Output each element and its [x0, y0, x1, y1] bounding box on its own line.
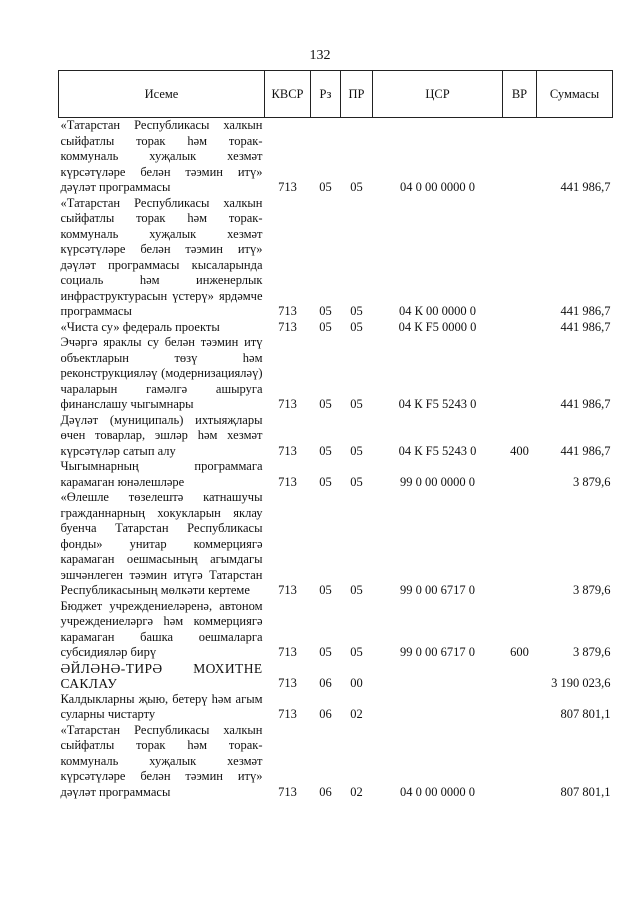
row-sum: 3 879,6 [573, 474, 611, 489]
row-rz: 05 [319, 474, 332, 489]
row-name: «Татарстан Республикасы халкын сыйфатлы торак һәм торак-коммуналь хуҗалык хезмәт күрсәтүләре белән тәэмин итү» дәүләт программасы [60, 722, 263, 799]
row-csr: 99 0 00 6717 0 [400, 645, 475, 659]
row-name: Дәүләт (муниципаль) ихтыяҗлары өчен товарлар, эшләр һәм хезмәт күрсәтүләр сатып алу [60, 412, 263, 458]
row-pr: 05 [350, 645, 363, 659]
row-kvsr: 713 [278, 443, 297, 458]
table-row [59, 196, 613, 320]
row-name: ӘЙЛӘНӘ-ТИРӘ МОХИТНЕ САКЛАУ [60, 660, 263, 691]
row-kvsr: 713 [278, 474, 297, 489]
row-pr: 02 [350, 784, 363, 799]
row-csr: 04 К F5 5243 0 [398, 443, 477, 458]
row-rz: 05 [319, 397, 332, 411]
table-body [59, 118, 613, 801]
row-sum: 3 190 023,6 [551, 676, 611, 690]
row-sum: 441 986,7 [560, 180, 611, 194]
column-header-vr: ВР [503, 71, 537, 118]
row-vr: 600 [510, 645, 529, 659]
row-kvsr: 713 [278, 583, 297, 597]
row-name: «Чиста су» федераль проекты [60, 319, 220, 334]
row-kvsr: 713 [278, 180, 297, 194]
row-vr [503, 320, 537, 336]
row-rz: 05 [319, 645, 332, 659]
row-rz: 05 [319, 180, 332, 194]
row-pr: 05 [350, 304, 363, 318]
section-heading-row [59, 661, 613, 692]
row-pr: 05 [350, 397, 363, 411]
column-header-kvsr: КВСР [265, 71, 311, 118]
row-csr: 99 0 00 6717 0 [400, 583, 475, 597]
row-name: Чыгымнарның программага карамаган юнәлешләре [60, 459, 263, 489]
row-vr [503, 490, 537, 599]
page-number: 132 [309, 48, 331, 63]
row-pr: 05 [350, 319, 363, 334]
row-rz: 06 [319, 676, 332, 690]
row-csr [373, 661, 503, 692]
row-rz: 05 [319, 319, 332, 334]
table-header [59, 71, 613, 118]
row-kvsr: 713 [278, 676, 297, 690]
row-rz: 06 [319, 707, 332, 721]
row-vr [503, 661, 537, 692]
row-name: «Татарстан Республикасы халкын сыйфатлы торак һәм торак-коммуналь хуҗалык хезмәт күрсәтүләре белән тәэмин итү» дәүләт программасы [60, 118, 263, 194]
table-row [59, 490, 613, 599]
row-rz: 05 [319, 443, 332, 458]
row-csr: 04 К 00 0000 0 [398, 304, 477, 318]
row-vr [503, 459, 537, 490]
row-csr: 04 0 00 0000 0 [400, 180, 475, 194]
table-row [59, 320, 613, 336]
table-row [59, 459, 613, 490]
column-header-rz: Рз [311, 71, 341, 118]
row-name: «Татарстан Республикасы халкын сыйфатлы торак һәм торак-коммуналь хуҗалык хезмәт күрсәтүләре белән тәэмин итү» дәүләт программасы кысаларында социаль һәм инженерлык инфраструктурасын үстерү» ярдәмче программасы [60, 195, 263, 318]
row-sum: 441 986,7 [560, 319, 611, 334]
row-sum: 441 986,7 [560, 397, 611, 411]
row-vr [503, 335, 537, 413]
row-sum: 3 879,6 [573, 583, 611, 597]
row-pr: 05 [350, 474, 363, 489]
row-vr [503, 723, 537, 801]
row-sum: 441 986,7 [560, 443, 611, 458]
row-rz: 05 [319, 583, 332, 597]
row-sum: 807 801,1 [560, 707, 611, 721]
row-vr: 400 [510, 443, 529, 458]
row-pr: 00 [350, 676, 363, 690]
row-rz: 05 [319, 304, 332, 318]
table-row [59, 335, 613, 413]
row-kvsr: 713 [278, 319, 297, 334]
row-name: Эчәргә яраклы су белән тәэмин итү объектларын төзү һәм реконструкцияләү (модернизацияләү) чараларын гамәлгә ашыруга финанслашу чыгымнары [60, 335, 263, 411]
column-header-name: Исеме [59, 71, 265, 118]
row-kvsr: 713 [278, 784, 297, 799]
row-csr: 04 К F5 0000 0 [398, 319, 477, 334]
row-csr: 04 К F5 5243 0 [398, 397, 477, 411]
row-name: Бюджет учреждениеләренә, автоном учреждениеләргә һәм коммерциягә карамаган башка оешмаларга субсидияләр бирү [60, 598, 263, 659]
row-kvsr: 713 [278, 397, 297, 411]
row-kvsr: 713 [278, 645, 297, 659]
row-sum: 441 986,7 [560, 304, 611, 318]
row-kvsr: 713 [278, 707, 297, 721]
table-row [59, 413, 613, 460]
row-vr [503, 196, 537, 320]
row-pr: 02 [350, 707, 363, 721]
table-row [59, 692, 613, 723]
row-name: «Өлешле төзелештә катнашучы гражданнарның хокукларын яклау буенча Татарстан Республикасы фонды» унитар коммерциягә карамаган оешмасының агымдагы эшчәнлеген тәэмин итүгә Татарстан Республикасының мөлкәти кертеме [60, 490, 263, 597]
row-kvsr: 713 [278, 304, 297, 318]
row-pr: 05 [350, 583, 363, 597]
row-vr [503, 118, 537, 196]
column-header-csr: ЦСР [373, 71, 503, 118]
column-header-sum: Суммасы [537, 71, 613, 118]
row-pr: 05 [350, 443, 363, 458]
budget-table [58, 70, 613, 800]
row-rz: 06 [319, 784, 332, 799]
row-name: Калдыкларны җыю, бетерү һәм агым суларны чистарту [60, 691, 263, 721]
row-sum: 807 801,1 [560, 784, 611, 799]
table-row [59, 723, 613, 801]
column-header-pr: ПР [341, 71, 373, 118]
row-csr: 04 0 00 0000 0 [400, 784, 475, 799]
row-sum: 3 879,6 [573, 645, 611, 659]
row-csr [373, 692, 503, 723]
row-pr: 05 [350, 180, 363, 194]
row-vr [503, 692, 537, 723]
row-csr: 99 0 00 0000 0 [400, 474, 475, 489]
table-row [59, 118, 613, 196]
table-row [59, 599, 613, 661]
